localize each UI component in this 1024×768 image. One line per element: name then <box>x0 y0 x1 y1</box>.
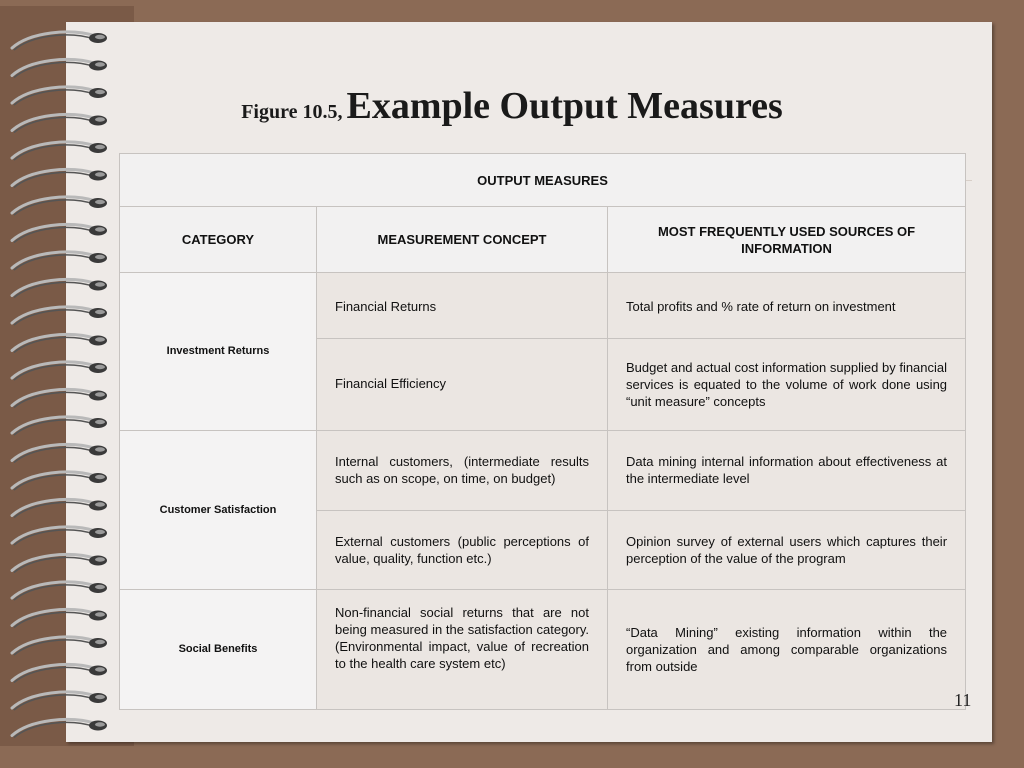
figure-label: Figure 10.5, <box>241 101 343 123</box>
category-social: Social Benefits <box>120 590 317 710</box>
category-customer: Customer Satisfaction <box>120 431 317 590</box>
concept-cell: Financial Efficiency <box>317 339 608 431</box>
header-concept: MEASUREMENT CONCEPT <box>317 207 608 273</box>
title-text: Example Output Measures <box>346 85 783 127</box>
category-investment: Investment Returns <box>120 273 317 431</box>
header-sources: MOST FREQUENTLY USED SOURCES OF INFORMATION <box>608 207 966 273</box>
table-caption-row <box>120 154 966 207</box>
output-measures-table <box>119 153 966 710</box>
concept-cell: Non-financial social returns that are not being measured in the satisfaction category. (Environmental impact, value of recreation to the health care system etc) <box>317 590 608 710</box>
source-cell: “Data Mining” existing information within the organization and among comparable organizations from outside <box>608 590 966 710</box>
table-row <box>120 273 966 339</box>
page-number: 11 <box>954 690 972 710</box>
table-header-row <box>120 207 966 273</box>
concept-cell: Financial Returns <box>317 273 608 339</box>
concept-cell: External customers (public perceptions of value, quality, function etc.) <box>317 511 608 590</box>
concept-cell: Internal customers, (intermediate results such as on scope, on time, on budget) <box>317 431 608 511</box>
table-caption: OUTPUT MEASURES <box>120 154 966 207</box>
slide-title <box>0 84 1024 128</box>
table-row <box>120 590 966 710</box>
source-cell: Opinion survey of external users which captures their perception of the value of the program <box>608 511 966 590</box>
source-cell: Data mining internal information about effectiveness at the intermediate level <box>608 431 966 511</box>
spiral-binding-icon <box>10 20 120 750</box>
header-category: CATEGORY <box>120 207 317 273</box>
source-cell: Budget and actual cost information supplied by financial services is equated to the volume of work done using “unit measure” concepts <box>608 339 966 431</box>
source-cell: Total profits and % rate of return on investment <box>608 273 966 339</box>
table-row <box>120 431 966 511</box>
